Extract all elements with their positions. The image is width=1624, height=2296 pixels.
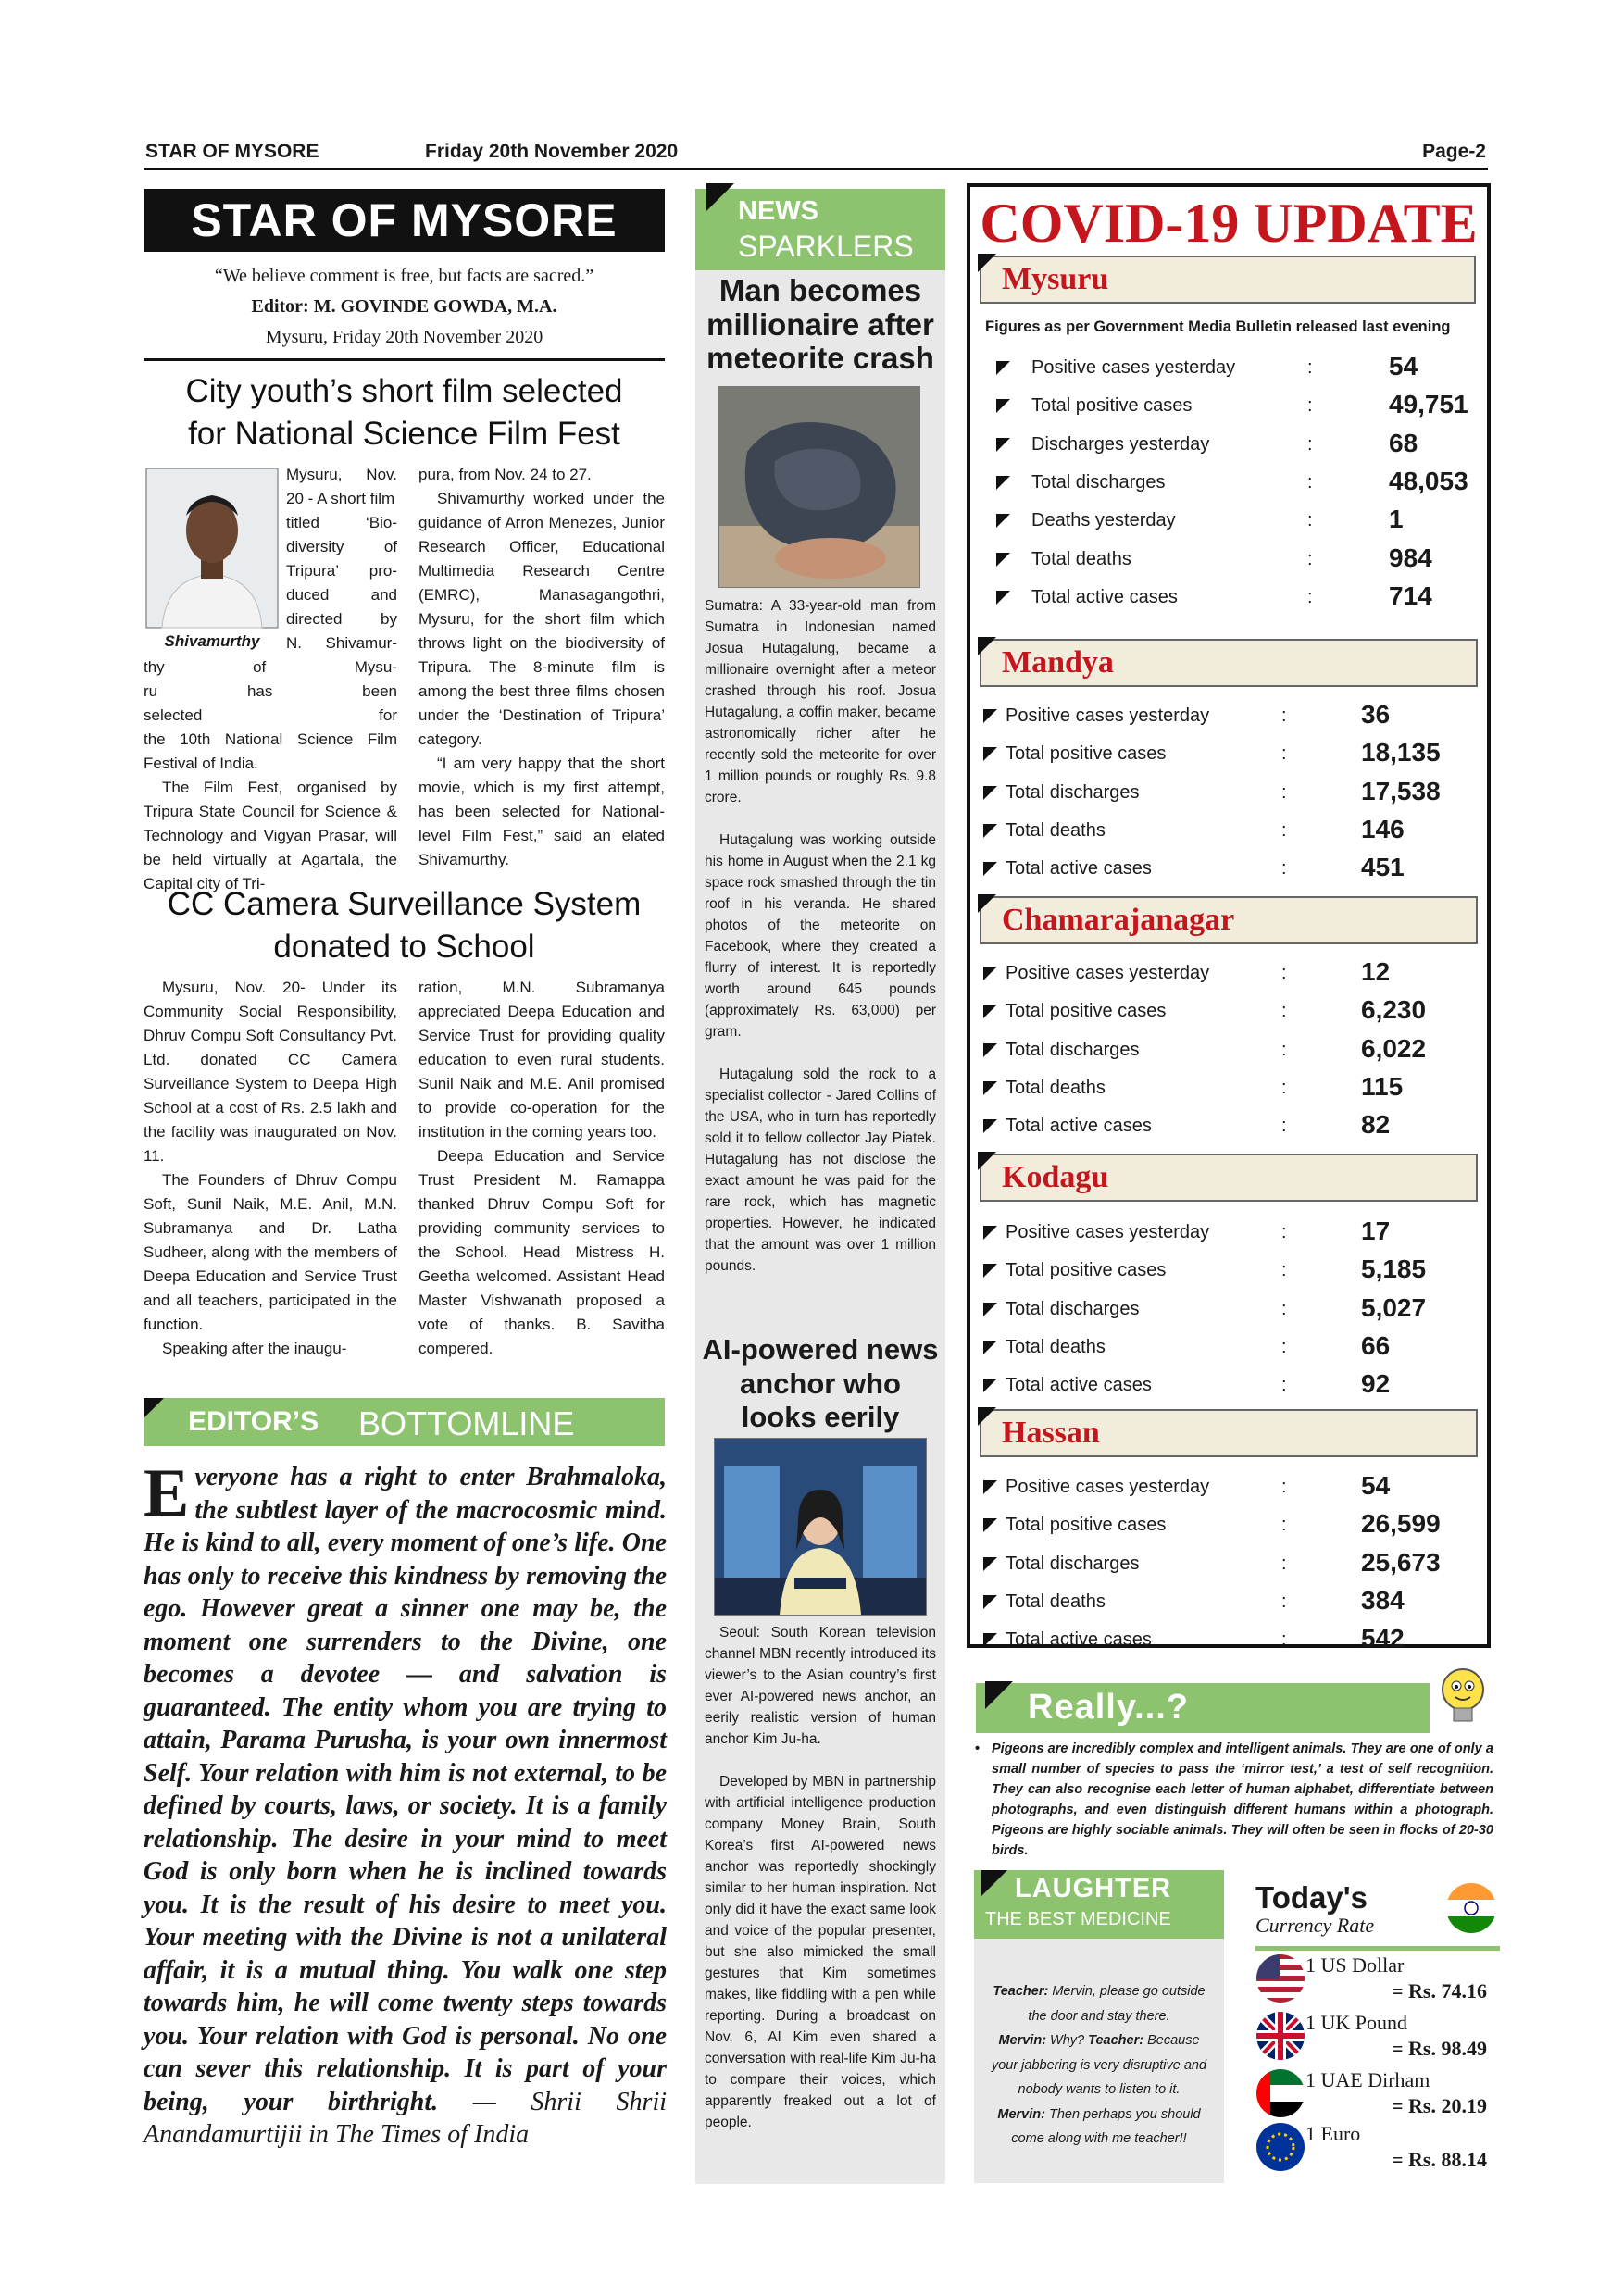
separator: : xyxy=(1281,963,1287,983)
covid-row-value: 66 xyxy=(1361,1330,1391,1360)
joke-speaker: Teacher: xyxy=(1088,2033,1144,2048)
covid-row-label: Positive cases yesterday xyxy=(1031,357,1236,378)
meteorite-image-icon xyxy=(719,387,919,587)
covid-row xyxy=(983,1507,1474,1545)
covid-row-value: 54 xyxy=(1389,352,1418,381)
triangle-bullet-icon xyxy=(983,1226,997,1240)
eu-flag-icon xyxy=(1255,2122,1305,2172)
joke-text xyxy=(985,1979,1213,2152)
covid-row-label: Total discharges xyxy=(1006,781,1140,803)
district-header: Chamarajanagar xyxy=(980,896,1478,944)
covid-row-value: 18,135 xyxy=(1361,738,1441,767)
uae-flag-icon xyxy=(1255,2068,1305,2118)
covid-update-box xyxy=(967,183,1491,1653)
covid-row xyxy=(983,1622,1474,1660)
divider xyxy=(1255,1946,1500,1951)
joke-speaker: Teacher: xyxy=(993,1984,1049,1999)
covid-row-label: Positive cases yesterday xyxy=(1006,705,1210,726)
currency-name: 1 UAE Dirham xyxy=(1305,2068,1430,2091)
covid-row-value: 49,751 xyxy=(1389,390,1468,419)
covid-row xyxy=(983,1032,1474,1070)
currency-name: 1 UK Pound xyxy=(1305,2011,1408,2034)
covid-row-label: Total positive cases xyxy=(1006,1515,1167,1536)
covid-row-value: 6,230 xyxy=(1361,995,1427,1025)
headline-line: CC Camera Surveillance System xyxy=(167,886,642,922)
really-fact xyxy=(973,1739,1493,1861)
currency-subtitle: Currency Rate xyxy=(1255,1914,1375,1937)
triangle-bullet-icon xyxy=(983,1595,997,1609)
covid-row-value: 26,599 xyxy=(1361,1509,1441,1539)
currency-rate: = Rs. 74.16 xyxy=(1392,1979,1487,2003)
uk-flag-icon xyxy=(1255,2011,1305,2061)
covid-row xyxy=(983,813,1474,851)
editorial-attribution: — Shrii Shrii Anandamurtijii in The Times of India xyxy=(144,2087,668,2149)
news-anchor-image-icon xyxy=(715,1439,926,1615)
triangle-bullet-icon xyxy=(983,862,997,876)
text-line: duced and xyxy=(286,586,397,604)
separator: : xyxy=(1281,1629,1287,1651)
separator: : xyxy=(1281,819,1287,841)
covid-row xyxy=(996,350,1487,388)
lightbulb-icon xyxy=(1433,1662,1493,1728)
covid-row-label: Total positive cases xyxy=(1006,1001,1167,1022)
currency-title: Today's xyxy=(1255,1880,1368,1915)
paragraph: Hutagalung sold the rock to a specialist collector - Jared Collins of the USA, who in turn has reportedly sold it to fellow collector Jay Piatek. Hutagalung has not disclose the exact amount he was paid for the rare rock, which has magnetic properties. However, he indicated that the amount was over 1 million pounds. xyxy=(705,1067,936,1274)
triangle-bullet-icon xyxy=(983,1557,997,1571)
separator: : xyxy=(1307,357,1313,378)
editor-bottomline-banner xyxy=(144,1398,665,1446)
triangle-bullet-icon xyxy=(983,1379,997,1392)
triangle-bullet-icon xyxy=(996,361,1010,375)
covid-row-label: Total discharges xyxy=(1006,1298,1140,1319)
paragraph: Seoul: South Korean television channel MBN recently introduced its viewer’s to the Asian country’s first ever AI-powered news anchor, an eerily realistic version of human anchor Kim Ju-ha. xyxy=(705,1625,936,1747)
covid-row xyxy=(983,1469,1474,1507)
covid-row-value: 54 xyxy=(1361,1471,1391,1500)
corner-triangle-icon xyxy=(144,1398,164,1418)
paragraph: the 10th National Science Film Festival of India. xyxy=(144,730,397,772)
banner-label: LAUGHTER xyxy=(1015,1874,1172,1903)
person-photo-icon xyxy=(145,468,279,653)
laughter-banner xyxy=(974,1870,1224,1939)
article-column xyxy=(418,463,665,872)
district-header: Mysuru xyxy=(980,256,1476,304)
covid-row-label: Total discharges xyxy=(1006,1553,1140,1574)
covid-row-label: Total discharges xyxy=(1031,471,1166,493)
text-line: diversity of xyxy=(286,538,397,555)
covid-row-value: 6,022 xyxy=(1361,1033,1427,1063)
separator: : xyxy=(1281,781,1287,803)
header-page-number: Page-2 xyxy=(1422,141,1486,162)
covid-row-value: 451 xyxy=(1361,853,1405,882)
covid-row xyxy=(983,1329,1474,1367)
covid-row xyxy=(983,955,1474,993)
covid-row-label: Total deaths xyxy=(1006,1077,1106,1098)
headline-line: for National Science Film Fest xyxy=(188,416,620,452)
covid-row-value: 68 xyxy=(1389,428,1418,457)
covid-row-label: Total deaths xyxy=(1006,1591,1106,1612)
covid-row xyxy=(983,1292,1474,1329)
covid-row-label: Positive cases yesterday xyxy=(1006,1222,1210,1242)
banner-label: EDITOR’S xyxy=(188,1406,319,1437)
corner-triangle-icon xyxy=(985,1681,1013,1709)
separator: : xyxy=(1281,1553,1287,1574)
header-paper: STAR OF MYSORE xyxy=(145,141,319,162)
bullet-icon: • xyxy=(975,1741,981,1756)
triangle-bullet-icon xyxy=(983,1518,997,1532)
paragraph: pura, from Nov. 24 to 27. xyxy=(418,466,592,483)
banner-label: Really...? xyxy=(1028,1688,1190,1727)
author-photo xyxy=(145,468,279,653)
covid-row-value: 1 xyxy=(1389,505,1404,534)
triangle-bullet-icon xyxy=(983,1119,997,1133)
district-header: Hassan xyxy=(980,1409,1478,1457)
paragraph: The Film Fest, organised by Tripura State Council for Science & Technology and Vigyan Prasar, will be held virtually at Agartala, the Capital city of Tri- xyxy=(144,779,397,892)
separator: : xyxy=(1307,471,1313,493)
sparkler-story-body xyxy=(705,1622,936,2154)
article-column xyxy=(144,976,397,1361)
corner-triangle-icon xyxy=(981,1870,1007,1896)
corner-triangle-icon xyxy=(706,183,734,211)
triangle-bullet-icon xyxy=(983,1633,997,1647)
covid-row xyxy=(983,1070,1474,1108)
text-line: titled ‘Bio- xyxy=(286,514,397,531)
really-banner xyxy=(976,1683,1430,1733)
covid-row-value: 17,538 xyxy=(1361,776,1441,805)
paragraph: Hutagalung was working outside his home in August when the 2.1 kg space rock smashed through the tin roof in his veranda. He shared photos of the meteorite on Facebook, where they created a flurry of interest. It is reportedly worth around 645 pounds (approximately Rs. 63,000) per gram. xyxy=(705,832,936,1040)
triangle-bullet-icon xyxy=(983,1043,997,1057)
triangle-bullet-icon xyxy=(983,1081,997,1095)
covid-row-value: 17 xyxy=(1361,1217,1391,1245)
paragraph: Shivamurthy worked under the guidance of Arron Menezes, Junior Research Officer, Educational Multimedia Research Centre (EMRC), Manasagangothri, Mysuru, for the short film which throws light on the biodiversity of Tripura. The 8-minute film is among the best three films chosen under the ‘Destination of Tripura’ category. xyxy=(418,490,665,748)
covid-row-label: Positive cases yesterday xyxy=(1006,1477,1210,1497)
separator: : xyxy=(1281,743,1287,765)
separator: : xyxy=(1281,1515,1287,1536)
banner-label: THE BEST MEDICINE xyxy=(985,1909,1171,1929)
news-anchor-photo xyxy=(714,1438,927,1616)
covid-row xyxy=(996,465,1487,503)
covid-row xyxy=(983,775,1474,813)
currency-name: 1 Euro xyxy=(1305,2122,1361,2145)
covid-row-value: 5,185 xyxy=(1361,1254,1427,1284)
triangle-bullet-icon xyxy=(996,476,1010,490)
masthead-motto: “We believe comment is free, but facts are sacred.” xyxy=(214,266,594,286)
india-flag-icon xyxy=(1444,1881,1498,1935)
masthead-dateline: Mysuru, Friday 20th November 2020 xyxy=(265,327,543,347)
separator: : xyxy=(1307,395,1313,417)
covid-note: Figures as per Government Media Bulletin released last evening xyxy=(985,318,1451,335)
covid-row xyxy=(983,1215,1474,1253)
sparkler-headline: AI-powered news anchor who looks eerily xyxy=(702,1333,939,1433)
covid-row xyxy=(996,427,1487,465)
covid-row-label: Discharges yesterday xyxy=(1031,433,1210,455)
page-header xyxy=(144,137,1488,170)
headline-line: donated to School xyxy=(273,929,535,965)
paragraph: ration, M.N. Subramanya appreciated Deepa Education and Service Trust for providing quality education to even rural students. Sunil Naik and M.E. Anil promised to provide co-operation for the institution in the coming years too. xyxy=(418,979,665,1141)
joke-line: Why? xyxy=(1046,2033,1089,2048)
covid-row-label: Total deaths xyxy=(1006,1336,1106,1357)
currency-box xyxy=(1255,1881,1487,1937)
divider xyxy=(144,358,665,361)
text-line: directed by xyxy=(286,610,397,628)
banner-label: SPARKLERS xyxy=(738,230,914,263)
article-headline xyxy=(139,883,669,968)
separator: : xyxy=(1307,548,1313,569)
masthead-logo: STAR OF MYSORE xyxy=(144,189,665,252)
article-headline xyxy=(139,370,669,455)
covid-row-label: Total deaths xyxy=(1006,819,1106,841)
covid-row-label: Total active cases xyxy=(1031,586,1178,607)
covid-row-label: Total deaths xyxy=(1031,548,1131,569)
covid-row-label: Total active cases xyxy=(1006,1116,1152,1137)
covid-row xyxy=(983,736,1474,774)
covid-row xyxy=(996,542,1487,580)
separator: : xyxy=(1281,1591,1287,1612)
paragraph: Sumatra: A 33-year-old man from Sumatra in Indonesian named Josua Hutagalung, became a millionaire overnight after a meteor crashed through his roof. Josua Hutagalung, a coffin maker, became astronomically richer after he recently sold the meteorite for over 1 million pounds or roughly Rs. 9.8 crore. xyxy=(705,598,936,805)
joke-speaker: Mervin: xyxy=(998,2033,1047,2048)
separator: : xyxy=(1281,1039,1287,1060)
covid-row-value: 92 xyxy=(1361,1369,1391,1399)
covid-row-value: 5,027 xyxy=(1361,1292,1427,1322)
covid-row-label: Deaths yesterday xyxy=(1031,510,1176,531)
separator: : xyxy=(1307,510,1313,531)
editor-bottomline-text xyxy=(144,1455,668,2152)
covid-row-value: 542 xyxy=(1361,1624,1405,1653)
text-line: ru has been xyxy=(144,682,397,700)
covid-row-value: 82 xyxy=(1361,1110,1391,1140)
masthead-editor: Editor: M. GOVINDE GOWDA, M.A. xyxy=(251,296,557,317)
joke-line: Then perhaps you should come along with me teacher!! xyxy=(1011,2106,1201,2146)
joke-speaker: Mervin: xyxy=(997,2106,1045,2122)
paragraph: The Founders of Dhruv Compu Soft, Sunil Naik, M.E. Anil, M.N. Subramanya and Dr. Latha Sudheer, along with the members of Deepa Education and Service Trust and all teachers, participated in the function. xyxy=(144,1171,397,1333)
currency-row xyxy=(1255,1953,1487,2009)
triangle-bullet-icon xyxy=(983,1004,997,1018)
banner-label: NEWS xyxy=(738,196,818,226)
covid-row-value: 36 xyxy=(1361,700,1391,729)
separator: : xyxy=(1281,705,1287,726)
covid-row xyxy=(983,698,1474,736)
dropcap: E xyxy=(144,1455,190,1531)
sparkler-story-body xyxy=(705,595,936,1298)
covid-row xyxy=(983,1253,1474,1291)
joke-line: Mervin, please go outside the door and stay there. xyxy=(1028,1984,1206,2024)
triangle-bullet-icon xyxy=(983,1303,997,1316)
covid-row-value: 384 xyxy=(1361,1585,1405,1615)
covid-row-label: Total positive cases xyxy=(1006,743,1167,765)
text-line: N. Shivamur- xyxy=(286,634,397,652)
paragraph: Deepa Education and Service Trust President M. Ramappa thanked Dhruv Compu Soft for providing community services to the School. Head Mistress H. Geetha welcomed. Assistant Head Master Vishwanath proposed a vote of thanks. B. Savitha compered. xyxy=(418,1147,665,1357)
triangle-bullet-icon xyxy=(983,709,997,723)
covid-row-value: 984 xyxy=(1389,543,1432,572)
separator: : xyxy=(1281,1116,1287,1137)
covid-row xyxy=(983,1584,1474,1622)
triangle-bullet-icon xyxy=(996,514,1010,528)
district-header: Mandya xyxy=(980,639,1478,687)
covid-row-label: Total positive cases xyxy=(1031,395,1193,417)
covid-row xyxy=(983,1546,1474,1584)
currency-rate: = Rs. 98.49 xyxy=(1392,2037,1487,2060)
sparkler-headline: Man becomes millionaire after meteorite crash xyxy=(706,273,934,375)
covid-row-label: Total active cases xyxy=(1006,1629,1152,1651)
covid-row xyxy=(996,580,1487,618)
separator: : xyxy=(1281,858,1287,880)
triangle-bullet-icon xyxy=(996,399,1010,413)
article-column xyxy=(144,463,397,896)
paragraph: Developed by MBN in partnership with artificial intelligence production company Money Brain, South Korea’s first AI-powered news anchor was reportedly shockingly similar to her human inspiration. Not only did it have the exact same look and voice of the popular presenter, but she also mimicked the small gestures that Kim sometimes makes, like fiddling with a pen while reporting. During a broadcast on Nov. 6, AI Kim even shared a conversation with real-life Kim Ju-ha to compare their voices, which apparently freaked out a lot of people. xyxy=(705,1774,936,2130)
triangle-bullet-icon xyxy=(996,553,1010,567)
separator: : xyxy=(1281,1260,1287,1281)
separator: : xyxy=(1307,586,1313,607)
really-text: Pigeons are incredibly complex and intelligent animals. They are one of only a small number of species to pass the ‘mirror test,’ a test of self recognition. They can also recognise each letter of human alphabet, differentiate between photographs, and even distinguish different humans within a photograph. Pigeons are highly sociable animals. They will often be seen in flocks of 20-30 birds. xyxy=(992,1741,1493,1858)
paragraph: Speaking after the inaugu- xyxy=(162,1340,347,1357)
covid-row xyxy=(996,388,1487,426)
district-header: Kodagu xyxy=(980,1154,1478,1202)
covid-row-value: 12 xyxy=(1361,957,1391,986)
covid-row-value: 48,053 xyxy=(1389,466,1468,495)
separator: : xyxy=(1281,1077,1287,1098)
covid-row-value: 146 xyxy=(1361,814,1405,843)
covid-row-label: Total positive cases xyxy=(1006,1260,1167,1281)
covid-row xyxy=(983,1367,1474,1405)
triangle-bullet-icon xyxy=(983,967,997,980)
covid-row-label: Total discharges xyxy=(1006,1039,1140,1060)
triangle-bullet-icon xyxy=(983,786,997,800)
covid-row-label: Total active cases xyxy=(1006,858,1152,880)
triangle-bullet-icon xyxy=(983,747,997,761)
article-column xyxy=(418,976,665,1361)
paragraph: “I am very happy that the short movie, which is my first attempt, has been selected for National-level Film Fest,” said an elated Shivamurthy. xyxy=(418,755,665,868)
headline-line: City youth’s short film selected xyxy=(185,373,623,409)
triangle-bullet-icon xyxy=(983,1341,997,1354)
paragraph: Mysuru, Nov. 20- Under its Community Social Responsibility, Dhruv Compu Soft Consultancy Pvt. Ltd. donated CC Camera Surveillance System to Deepa High School at a cost of Rs. 2.5 lakh and the facility was inaugurated on Nov. 11. xyxy=(144,979,397,1165)
triangle-bullet-icon xyxy=(983,1480,997,1494)
currency-rate: = Rs. 20.19 xyxy=(1392,2094,1487,2117)
photo-caption: Shivamurthy xyxy=(164,632,260,650)
covid-row xyxy=(983,993,1474,1031)
news-sparklers-banner xyxy=(695,189,945,270)
masthead-info xyxy=(144,261,665,353)
triangle-bullet-icon xyxy=(983,824,997,838)
separator: : xyxy=(1281,1001,1287,1022)
covid-row xyxy=(996,503,1487,541)
covid-title: COVID-19 UPDATE xyxy=(980,193,1478,254)
currency-name: 1 US Dollar xyxy=(1305,1953,1405,1977)
triangle-bullet-icon xyxy=(983,1264,997,1278)
separator: : xyxy=(1307,433,1313,455)
usa-flag-icon xyxy=(1255,1953,1305,2003)
currency-row xyxy=(1255,2011,1487,2066)
text-line: thy of Mysu- xyxy=(144,658,397,676)
covid-row-value: 25,673 xyxy=(1361,1547,1441,1577)
covid-row-label: Total active cases xyxy=(1006,1375,1152,1396)
triangle-bullet-icon xyxy=(996,438,1010,452)
covid-row xyxy=(983,851,1474,889)
text-line: Mysuru, Nov. 20 - A short film xyxy=(286,466,397,507)
joke-line: Because your jabbering is very disruptive and nobody wants to listen to it. xyxy=(991,2033,1207,2097)
editorial-body: veryone has a right to enter Brahmaloka, the subtlest layer of the macrocosmic mind. He is kind to all, every moment of one’s life. One has only to receive this kindness by removing the ego. However great a sinner one may be, the moment one surrenders to the Divine, one becomes a devotee — and salvation is guaranteed. The entity whom you are trying to attain, Parama Purusha, is your own innermost Self. Your relation with him is not external, to be defined by courts, laws, or society. It is a family relationship. The desire in your mind to meet God is only born when he is inclined towards you. It is the result of his desire to meet you. Your meeting with the Divine is not a unilateral affair, it is a mutual thing. You walk one step towards him, he will come twenty steps towards you. Your relation with God is personal. No one can sever this relationship. It is part of your being, your birthright. xyxy=(144,1463,667,2116)
text-line: Tripura’ pro- xyxy=(286,562,397,580)
triangle-bullet-icon xyxy=(996,591,1010,605)
separator: : xyxy=(1281,1298,1287,1319)
covid-row-value: 115 xyxy=(1361,1071,1404,1101)
covid-row-value: 714 xyxy=(1389,580,1432,610)
separator: : xyxy=(1281,1375,1287,1396)
separator: : xyxy=(1281,1222,1287,1242)
meteorite-photo xyxy=(718,386,920,588)
currency-row xyxy=(1255,2122,1487,2177)
currency-rate: = Rs. 88.14 xyxy=(1392,2148,1487,2171)
banner-label: BOTTOMLINE xyxy=(358,1404,575,1442)
separator: : xyxy=(1281,1336,1287,1357)
covid-row xyxy=(983,1108,1474,1146)
covid-row-label: Positive cases yesterday xyxy=(1006,963,1210,983)
header-date: Friday 20th November 2020 xyxy=(425,141,679,162)
separator: : xyxy=(1281,1477,1287,1497)
currency-row xyxy=(1255,2068,1487,2124)
text-line: selected for xyxy=(144,706,397,724)
